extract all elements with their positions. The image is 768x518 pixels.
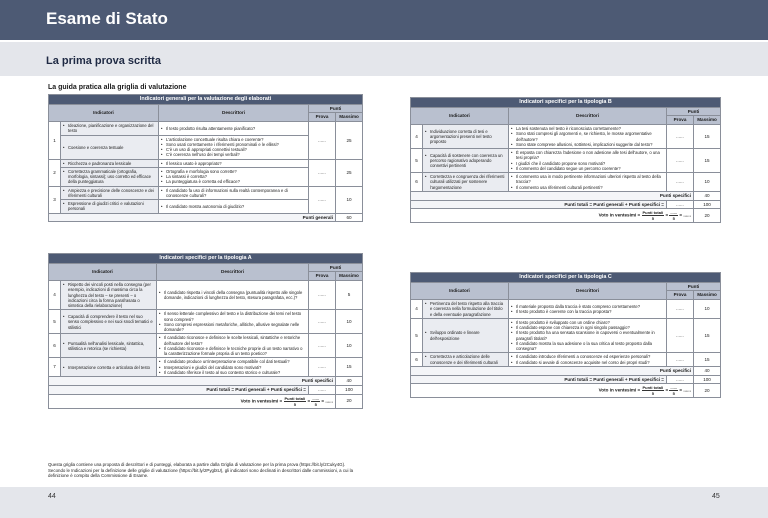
page-number-right: 45 bbox=[712, 493, 720, 500]
indicator-item: • Rispetto dei vincoli posti nella consegna (per esempio, indicazioni di massima circa la lunghezza del testo – se presenti – o indicazioni circa la forma parafrasata o sintetica della rielaborazione) bbox=[63, 282, 154, 308]
descriptor-item: • Il materiale proposto dalla traccia è stato compreso correttamente? bbox=[511, 304, 664, 309]
descriptor bbox=[161, 161, 306, 166]
specific-total-row bbox=[411, 191, 721, 200]
score-blank: ...... bbox=[667, 200, 694, 209]
indicator-cell bbox=[61, 167, 159, 186]
max-score: 10 bbox=[694, 300, 721, 319]
score-blank: ...... bbox=[309, 358, 336, 377]
table-row bbox=[411, 318, 721, 353]
score-blank: ...... bbox=[309, 122, 336, 160]
score-blank: ...... bbox=[309, 159, 336, 186]
grand-total-row bbox=[411, 200, 721, 209]
indicator-item: • Individuazione corretta di tesi e argomentazioni presenti nel testo proposto bbox=[425, 129, 506, 145]
page-number-left: 44 bbox=[48, 493, 56, 500]
specific-total-label: Punti specifici bbox=[49, 377, 336, 386]
indicator-cell bbox=[423, 318, 509, 353]
grand-total-max: 100 bbox=[694, 200, 721, 209]
max-score: 15 bbox=[694, 318, 721, 353]
prova-header: Prova bbox=[309, 272, 336, 281]
max-score: 15 bbox=[336, 358, 363, 377]
descriptor-item: • Sono usati correttamente i riferimenti pronominali e le ellissi? bbox=[161, 142, 306, 147]
descriptor-item: • Il candidato si avvale di conoscenze acquisite nel corso dei propri studi? bbox=[511, 360, 664, 365]
max-score: 15 bbox=[694, 353, 721, 367]
indicator bbox=[63, 188, 156, 199]
indicator-cell bbox=[423, 173, 509, 192]
descriptor-item: • Il candidato riconosce e definisce le scelte lessicali, sintattiche e retoriche dell'autore del testo? bbox=[159, 335, 306, 346]
header-title: Esame di Stato bbox=[46, 9, 168, 28]
indicator bbox=[63, 365, 154, 370]
row-number: 6 bbox=[49, 334, 61, 358]
massimo-header: Massimo bbox=[694, 116, 721, 125]
descriptor-cell bbox=[159, 159, 309, 167]
fraction-denominator: 5 bbox=[293, 401, 296, 407]
descriptor-cell bbox=[159, 186, 309, 200]
max-score: 15 bbox=[694, 149, 721, 173]
indicator bbox=[63, 341, 154, 352]
descriptor-item: • Interpretazioni e giudizi del candidato sono motivati? bbox=[159, 365, 306, 370]
grade-max: 20 bbox=[694, 209, 721, 223]
descriptor-item: • Sono compresi espressioni metaforiche, allitiche, allusive segnalate nelle domande? bbox=[159, 322, 306, 333]
descriptor-cell bbox=[159, 200, 309, 214]
row-number: 7 bbox=[49, 358, 61, 377]
indicator-cell bbox=[423, 149, 509, 173]
total-row bbox=[49, 213, 363, 222]
table-row bbox=[411, 353, 721, 367]
grand-total-label: Punti totali = Punti generali + Punti specifici = bbox=[411, 200, 667, 209]
row-number: 5 bbox=[49, 310, 61, 334]
indicator-item: • Puntualità nell'analisi lessicale, sintattica, stilistica e retorica (se richiesta) bbox=[63, 341, 154, 352]
row-number: 6 bbox=[411, 353, 423, 367]
indicator bbox=[63, 169, 156, 185]
indicator bbox=[63, 161, 156, 166]
specific-total-label: Punti specifici bbox=[411, 366, 694, 375]
descriptor-item: • Il candidato mostra la sua adesione o la sua critica al testo proposto dalla consegna? bbox=[511, 341, 664, 352]
grade-blank-fraction bbox=[311, 396, 320, 407]
indicator-item: • Capacità di sostenere con coerenza un percorso ragionativo adoperando connettivi pertinenti bbox=[425, 153, 506, 169]
max-score: 5 bbox=[336, 281, 363, 310]
max-score: 15 bbox=[694, 125, 721, 149]
table-title: Indicatori specifici per la tipologia C bbox=[411, 273, 721, 283]
fraction-blank: ...... bbox=[670, 210, 678, 216]
grade-label: Voto in ventesimi = bbox=[598, 213, 642, 219]
descriptor-item: • Il candidato fa uso di informazioni sulla realtà contemporanea e di conoscenze culturali? bbox=[161, 188, 306, 199]
indicatori-header: Indicatori bbox=[411, 107, 509, 124]
indicator-cell bbox=[61, 186, 159, 200]
row-number: 5 bbox=[411, 318, 423, 353]
grade-label: Voto in ventesimi = bbox=[240, 398, 284, 404]
descrittori-header: Descrittori bbox=[509, 107, 667, 124]
grade-fraction bbox=[642, 385, 665, 396]
descriptor bbox=[159, 335, 306, 356]
row-number: 3 bbox=[49, 186, 61, 213]
table-row bbox=[49, 281, 363, 310]
massimo-header: Massimo bbox=[336, 272, 363, 281]
fraction-denominator: 5 bbox=[651, 216, 654, 222]
table-row bbox=[49, 334, 363, 358]
fraction-numerator: Punti totali bbox=[284, 395, 306, 401]
descriptor-cell bbox=[509, 353, 667, 367]
descriptor bbox=[159, 290, 306, 301]
score-blank: ...... bbox=[667, 353, 694, 367]
score-blank: ...... bbox=[667, 375, 694, 384]
table-row bbox=[411, 173, 721, 192]
prova-header: Prova bbox=[667, 116, 694, 125]
indicator-item: • Pertinenza del testo rispetto alla traccia e coerenza nella formulazione del titolo e della eventuale paragrafazione bbox=[425, 301, 506, 317]
score-blank: ...... bbox=[309, 334, 336, 358]
descriptor-item: • La tesi sostenuta nel testo è riconosciuta correttamente? bbox=[511, 126, 664, 131]
prova-header: Prova bbox=[667, 291, 694, 300]
score-blank: ...... bbox=[667, 318, 694, 353]
descriptor-item: • Il senso letterale complessivo del testo e la distribuzione dei temi nel testo sono compresi? bbox=[159, 311, 306, 322]
descriptor-item: • Il candidato rispetta i vincoli della consegna (puntualità rispetto alle singole domande, indicazioni di lunghezza del testo, stesura paragrafata, ecc.)? bbox=[159, 290, 306, 301]
indicatori-header: Indicatori bbox=[49, 263, 157, 280]
score-blank: ...... bbox=[667, 300, 694, 319]
score-blank: ...... bbox=[309, 281, 336, 310]
descriptor bbox=[159, 311, 306, 332]
descriptor-item: • La sintassi è corretta? bbox=[161, 174, 306, 179]
grade-formula bbox=[411, 384, 694, 398]
grand-total-label: Punti totali = Punti generali + Punti specifici = bbox=[49, 385, 309, 394]
grade-blank-fraction bbox=[669, 385, 678, 396]
descriptor-cell bbox=[157, 358, 309, 377]
indicator-cell bbox=[61, 310, 157, 334]
table-row bbox=[49, 310, 363, 334]
descrittori-header: Descrittori bbox=[509, 282, 667, 299]
descriptor bbox=[511, 320, 664, 352]
descriptor bbox=[161, 204, 306, 209]
typology-a-table bbox=[48, 253, 363, 409]
descriptor-item: • Il testo prodotto è sviluppato con un ordine chiaro? bbox=[511, 320, 664, 325]
indicator bbox=[425, 301, 506, 317]
indicator-item: • Correttezza grammaticale (ortografia, morfologia, sintassi); uso corretto ed efficace della punteggiatura bbox=[63, 169, 156, 185]
descriptor bbox=[511, 354, 664, 365]
indicator-item: • Ampiezza e precisione delle conoscenze e dei riferimenti culturali bbox=[63, 188, 156, 199]
indicator-cell bbox=[61, 334, 157, 358]
fraction-denominator: 5 bbox=[651, 391, 654, 397]
descriptor-item: • Sono stati compresi gli argomenti e, se richiesto, le mosse argomentative dell'autore? bbox=[511, 131, 664, 142]
equals-sign: = bbox=[306, 398, 312, 404]
indicator-cell bbox=[61, 159, 159, 167]
score-blank: ...... bbox=[667, 173, 694, 192]
row-number: 4 bbox=[411, 300, 423, 319]
row-number: 1 bbox=[49, 122, 61, 160]
indicatori-header: Indicatori bbox=[49, 104, 159, 121]
table-title: Indicatori specifici per la tipologia A bbox=[49, 254, 363, 264]
table-row bbox=[411, 125, 721, 149]
descriptor bbox=[511, 126, 664, 147]
row-number: 6 bbox=[411, 173, 423, 192]
indicator-cell bbox=[61, 135, 159, 159]
fraction-numerator: Punti totali bbox=[642, 210, 664, 216]
prova-header: Prova bbox=[309, 113, 336, 122]
score-blank: ...... bbox=[309, 385, 336, 394]
grade-formula bbox=[411, 209, 694, 223]
descriptor bbox=[161, 169, 306, 185]
equals-sign: = ...... bbox=[678, 388, 691, 394]
max-score: 10 bbox=[694, 173, 721, 192]
punti-header: Punti bbox=[667, 107, 721, 116]
equals-sign: = ...... bbox=[678, 213, 691, 219]
grade-row bbox=[411, 384, 721, 398]
descriptor-item: • Il commento usa riferimenti culturali pertinenti? bbox=[511, 185, 664, 190]
grade-formula bbox=[49, 394, 336, 408]
equals-sign: = bbox=[664, 213, 670, 219]
indicator-item: • Coesione e coerenza testuale bbox=[63, 145, 156, 150]
max-score: 10 bbox=[336, 186, 363, 213]
grand-total-max: 100 bbox=[336, 385, 363, 394]
descriptor-cell bbox=[159, 122, 309, 136]
table-title: Indicatori generali per la valutazione degli elaborati bbox=[49, 95, 363, 105]
descriptor-cell bbox=[159, 167, 309, 186]
descriptor bbox=[161, 126, 306, 131]
grand-total-row bbox=[411, 375, 721, 384]
massimo-header: Massimo bbox=[336, 113, 363, 122]
descriptor-item: • Il testo prodotto risulta attentamente pianificato? bbox=[161, 126, 306, 131]
indicator bbox=[63, 282, 154, 308]
descriptor-cell bbox=[509, 173, 667, 192]
score-blank: ...... bbox=[667, 149, 694, 173]
descriptor bbox=[161, 137, 306, 158]
descriptor-item: • Il candidato produce un'interpretazione compatibile col dati testuali? bbox=[159, 359, 306, 364]
indicator-cell bbox=[61, 281, 157, 310]
punti-header: Punti bbox=[309, 104, 363, 113]
max-score: 10 bbox=[336, 334, 363, 358]
indicator-cell bbox=[61, 358, 157, 377]
footnote: Questa griglia contiene una proposta di descrittori e di punteggi, elaborata a partire dalla Griglia di valutazione per la prima prova (https://bit.ly/2Cuky4G). Secondo le Indicazioni per la definizione delle griglie di valutazione (https://bit.ly/2PygbtU), gli indicatori sono declinati in descrittori dalle commissioni, a cui la definizione è compito della Commissione di Esame. bbox=[48, 462, 354, 479]
descrittori-header: Descrittori bbox=[157, 263, 309, 280]
indicator-item: • Ideazione, pianificazione e organizzazione del testo bbox=[63, 123, 156, 134]
indicator bbox=[425, 153, 506, 169]
score-blank: ...... bbox=[667, 125, 694, 149]
grade-max: 20 bbox=[694, 384, 721, 398]
specific-total-max: 40 bbox=[694, 366, 721, 375]
total-label: Punti generali bbox=[49, 213, 336, 222]
indicatori-header: Indicatori bbox=[411, 282, 509, 299]
general-indicators-table bbox=[48, 94, 363, 222]
indicator-item: • Capacità di comprendere il testo nel suo senso complessivo e nei suoi snodi tematici e stilistici bbox=[63, 314, 154, 330]
descriptor-item: • Il testo prodotto è coerente con la traccia proposta? bbox=[511, 309, 664, 314]
descriptor-item: • C'è coerenza nell'uso dei tempi verbali? bbox=[161, 152, 306, 157]
descriptor-item: • I giudizi che il candidato propone sono motivati? bbox=[511, 161, 664, 166]
fraction-denominator: 5 bbox=[672, 391, 675, 397]
indicator bbox=[63, 145, 156, 150]
specific-total-max: 40 bbox=[336, 377, 363, 386]
table-row bbox=[411, 300, 721, 319]
max-score: 10 bbox=[336, 310, 363, 334]
grade-label: Voto in ventesimi = bbox=[598, 388, 642, 394]
specific-total-row bbox=[411, 366, 721, 375]
footer-band bbox=[0, 487, 768, 518]
descriptor-item: • Il candidato riconosce e definisce le tecniche proprie di un testo narrativo o la caratterizzazione formale propria di un testo poetico? bbox=[159, 346, 306, 357]
indicator-item: • Sviluppo ordinato e lineare dell'esposizione bbox=[425, 330, 506, 341]
descriptor-item: • C'è un uso di appropriati connettivi testuali? bbox=[161, 147, 306, 152]
punti-header: Punti bbox=[667, 282, 721, 291]
descriptor bbox=[511, 174, 664, 190]
descriptor-item: • È esposta con chiarezza l'adesione o non adesione alle tesi dell'autore, o una tesi propria? bbox=[511, 150, 664, 161]
grand-total-label: Punti totali = Punti generali + Punti specifici = bbox=[411, 375, 667, 384]
fraction-blank: ...... bbox=[670, 385, 678, 391]
descriptor bbox=[161, 188, 306, 199]
specific-total-max: 40 bbox=[694, 191, 721, 200]
massimo-header: Massimo bbox=[694, 291, 721, 300]
indicator bbox=[425, 174, 506, 190]
row-number: 2 bbox=[49, 159, 61, 186]
table-row bbox=[49, 186, 363, 200]
equals-sign: = bbox=[664, 388, 670, 394]
descriptor-cell bbox=[509, 318, 667, 353]
typology-c-table bbox=[410, 272, 721, 398]
row-number: 4 bbox=[49, 281, 61, 310]
descriptor-cell bbox=[157, 310, 309, 334]
indicator-cell bbox=[423, 125, 509, 149]
descriptor-cell bbox=[157, 281, 309, 310]
indicator bbox=[63, 123, 156, 134]
descriptor bbox=[159, 359, 306, 375]
indicator bbox=[425, 330, 506, 341]
typology-b-table bbox=[410, 97, 721, 223]
descriptor bbox=[511, 304, 664, 315]
indicator-cell bbox=[61, 122, 159, 136]
table-row bbox=[49, 122, 363, 136]
row-number: 5 bbox=[411, 149, 423, 173]
fraction-numerator: Punti totali bbox=[642, 385, 664, 391]
descriptor-cell bbox=[509, 125, 667, 149]
grand-total-row bbox=[49, 385, 363, 394]
indicator bbox=[63, 201, 156, 212]
indicator-item: • Correttezza e congruenza dei riferimenti culturali utilizzati per sostenere l'argomentazione bbox=[425, 174, 506, 190]
indicator-cell bbox=[423, 353, 509, 367]
descriptor-item: • Il candidato espone con chiarezza in ogni singolo passaggio? bbox=[511, 325, 664, 330]
grand-total-max: 100 bbox=[694, 375, 721, 384]
descriptor-cell bbox=[159, 135, 309, 159]
descriptor-item: • L'articolazione concettuale risulta chiara e coerente? bbox=[161, 137, 306, 142]
guide-title: La guida pratica alla griglia di valutazione bbox=[48, 84, 187, 91]
indicator-item: • Ricchezza e padronanza lessicale bbox=[63, 161, 156, 166]
indicator bbox=[63, 314, 154, 330]
grade-max: 20 bbox=[336, 394, 363, 408]
equals-sign: = ...... bbox=[320, 398, 333, 404]
table-row bbox=[49, 159, 363, 167]
descriptor-item: • Il candidato mostra autonomia di giudizio? bbox=[161, 204, 306, 209]
score-blank: ...... bbox=[309, 186, 336, 213]
total-max: 60 bbox=[336, 213, 363, 222]
specific-total-row bbox=[49, 377, 363, 386]
descriptor-item: • Il candidato riferisce il testo al suo contesto storico e culturale? bbox=[159, 370, 306, 375]
descriptor bbox=[511, 150, 664, 171]
descriptor-item: • Sono state comprese allusioni, sottintesi, implicazioni suggerite dal testo? bbox=[511, 142, 664, 147]
grade-fraction bbox=[642, 210, 665, 221]
score-blank: ...... bbox=[309, 310, 336, 334]
descriptor-item: • La punteggiatura è corretta ed efficace? bbox=[161, 179, 306, 184]
table-row bbox=[49, 358, 363, 377]
grade-row bbox=[411, 209, 721, 223]
max-score: 25 bbox=[336, 122, 363, 160]
fraction-denominator: 5 bbox=[314, 401, 317, 407]
descriptor-item: • Ortografia e morfologia sono corrette? bbox=[161, 169, 306, 174]
page-subtitle: La prima prova scritta bbox=[46, 55, 161, 67]
descriptor-cell bbox=[509, 149, 667, 173]
descrittori-header: Descrittori bbox=[159, 104, 309, 121]
indicator-cell bbox=[423, 300, 509, 319]
row-number: 4 bbox=[411, 125, 423, 149]
punti-header: Punti bbox=[309, 263, 363, 272]
fraction-denominator: 5 bbox=[672, 216, 675, 222]
indicator-item: • Espressione di giudizi critici e valutazioni personali bbox=[63, 201, 156, 212]
grade-fraction bbox=[284, 396, 307, 407]
max-score: 25 bbox=[336, 159, 363, 186]
descriptor-item: • Il candidato introduce riferimenti a conoscenze ed esperienze personali? bbox=[511, 354, 664, 359]
indicator-cell bbox=[61, 200, 159, 214]
grade-row bbox=[49, 394, 363, 408]
indicator bbox=[425, 129, 506, 145]
table-row bbox=[411, 149, 721, 173]
fraction-blank: ...... bbox=[312, 395, 320, 401]
table-title: Indicatori specifici per la tipologia B bbox=[411, 98, 721, 108]
descriptor-cell bbox=[157, 334, 309, 358]
grade-blank-fraction bbox=[669, 210, 678, 221]
descriptor-item: • Il lessico usato è appropriato? bbox=[161, 161, 306, 166]
indicator-item: • Correttezza e articolazione delle conoscenze e dei riferimenti culturali bbox=[425, 354, 506, 365]
indicator-item: • Interpretazione corretta e articolata del testo bbox=[63, 365, 154, 370]
descriptor-item: • Il commento del candidato segue un percorso coerente? bbox=[511, 166, 664, 171]
specific-total-label: Punti specifici bbox=[411, 191, 694, 200]
descriptor-item: • Il commento usa in modo pertinente informazioni ulteriori rispetto al testo della traccia? bbox=[511, 174, 664, 185]
indicator bbox=[425, 354, 506, 365]
descriptor-item: • Il testo prodotto ha una sensata scansione in capoversi o eventualmente in paragrafi titolati? bbox=[511, 330, 664, 341]
descriptor-cell bbox=[509, 300, 667, 319]
